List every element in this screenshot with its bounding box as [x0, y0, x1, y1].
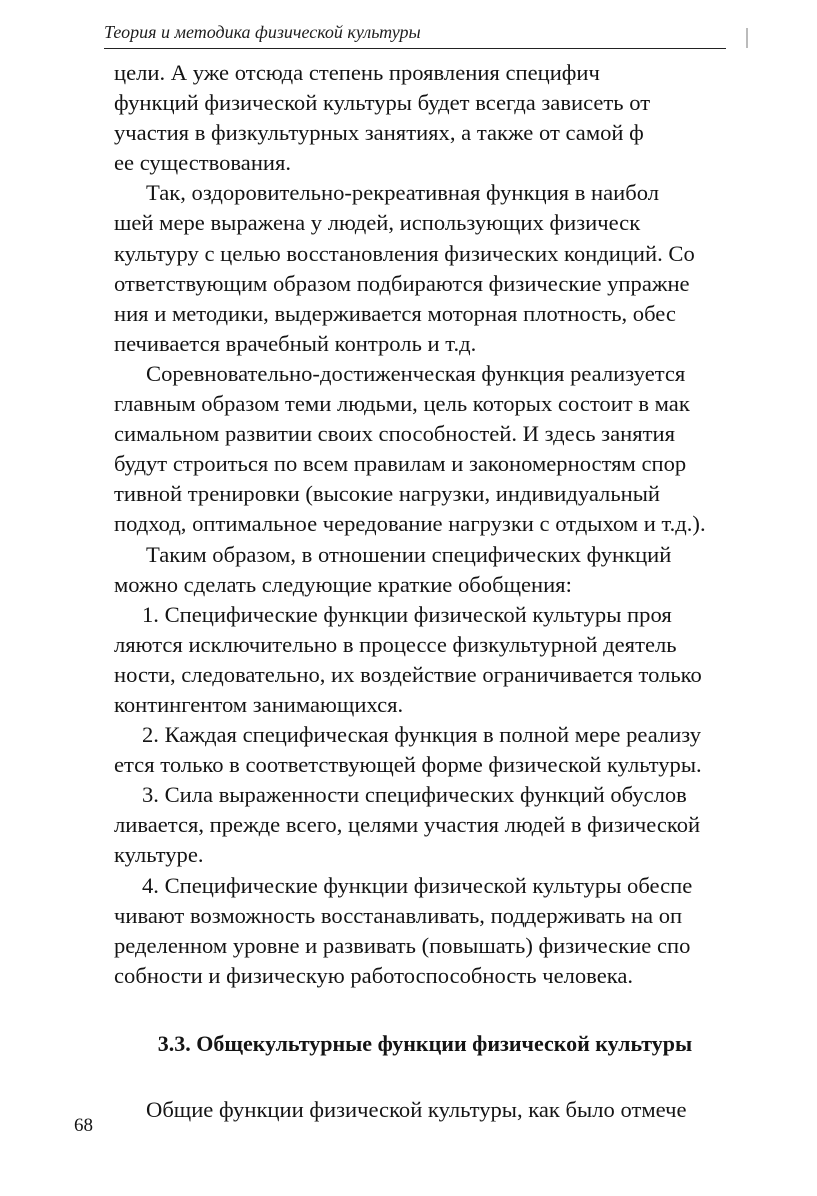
text-line: 1. Специфические функции физической культуры проя: [142, 601, 672, 627]
text-line: главным образом теми людьми, цель которых состоит в мак: [114, 391, 690, 417]
page-number: 68: [74, 1115, 93, 1136]
paragraph-recreational: [114, 178, 730, 359]
list-item-3: [114, 780, 730, 870]
text-line: 2. Каждая специфическая функция в полной мере реализу: [142, 722, 702, 748]
text-line: Общие функции физической культуры, как было отмече: [146, 1097, 687, 1122]
text-line: контингентом занимающихся.: [114, 691, 404, 717]
text-line: культуре.: [114, 842, 204, 868]
text-line: Соревновательно-достиженческая функция реализуется: [146, 360, 686, 386]
text-line: Таким образом, в отношении специфических функций: [146, 541, 672, 567]
list-item-1: [114, 600, 730, 720]
text-line: печивается врачебный контроль и т.д.: [114, 330, 477, 356]
text-line: культуру с целью восстановления физических кондиций. Со: [114, 240, 695, 266]
text-line: будут строиться по всем правилам и закономерностям спор: [114, 451, 687, 477]
paragraph-competitive: [114, 359, 730, 540]
text-line: тивной тренировки (высокие нагрузки, индивидуальный: [114, 481, 661, 507]
page-edge-mark: [746, 28, 748, 48]
text-line: ливается, прежде всего, целями участия людей в физической: [114, 812, 701, 838]
page-body: [114, 58, 730, 1125]
text-line: участия в физкультурных занятиях, а также от самой ф: [114, 120, 644, 146]
text-line: ляются исключительно в процессе физкультурной деятель: [114, 631, 677, 657]
text-line: 4. Специфические функции физической культуры обеспе: [142, 872, 693, 898]
text-line: симальном развитии своих способностей. И здесь занятия: [114, 421, 675, 447]
paragraph-general-functions: [114, 1095, 730, 1125]
text-line: подход, оптимальное чередование нагрузки с отдыхом и т.д.).: [114, 511, 706, 537]
text-line: собности и физическую работоспособность человека.: [114, 962, 634, 988]
text-line: цели. А уже отсюда степень проявления специфич: [114, 60, 600, 85]
header-rule: [104, 48, 726, 49]
text-line: ее существования.: [114, 150, 292, 176]
text-line: функций физической культуры будет всегда зависеть от: [114, 90, 651, 116]
running-head-title: Теория и методика физической культуры: [104, 22, 421, 42]
text-line: шей мере выражена у людей, использующих физическ: [114, 210, 641, 236]
text-line: можно сделать следующие краткие обобщения:: [114, 571, 572, 597]
text-line: ния и методики, выдерживается моторная плотность, обес: [114, 300, 676, 326]
text-line: 3. Сила выраженности специфических функций обуслов: [142, 782, 687, 808]
text-line: ределенном уровне и развивать (повышать) физические спо: [114, 932, 691, 958]
text-line: чивают возможность восстанавливать, поддерживать на оп: [114, 902, 683, 928]
paragraph-intro: [114, 58, 730, 178]
text-line: ется только в соответствующей форме физической культуры.: [114, 752, 702, 778]
text-line: Так, оздоровительно-рекреативная функция в наибол: [146, 180, 659, 206]
section-heading: 3.3. Общекультурные функции физической культуры: [157, 1030, 693, 1056]
list-item-2: [114, 720, 730, 780]
text-line: ности, следовательно, их воздействие ограничивается только: [114, 661, 702, 687]
list-item-4: [114, 871, 730, 991]
paragraph-summary: [114, 540, 730, 600]
text-line: ответствующим образом подбираются физические упражне: [114, 270, 690, 296]
